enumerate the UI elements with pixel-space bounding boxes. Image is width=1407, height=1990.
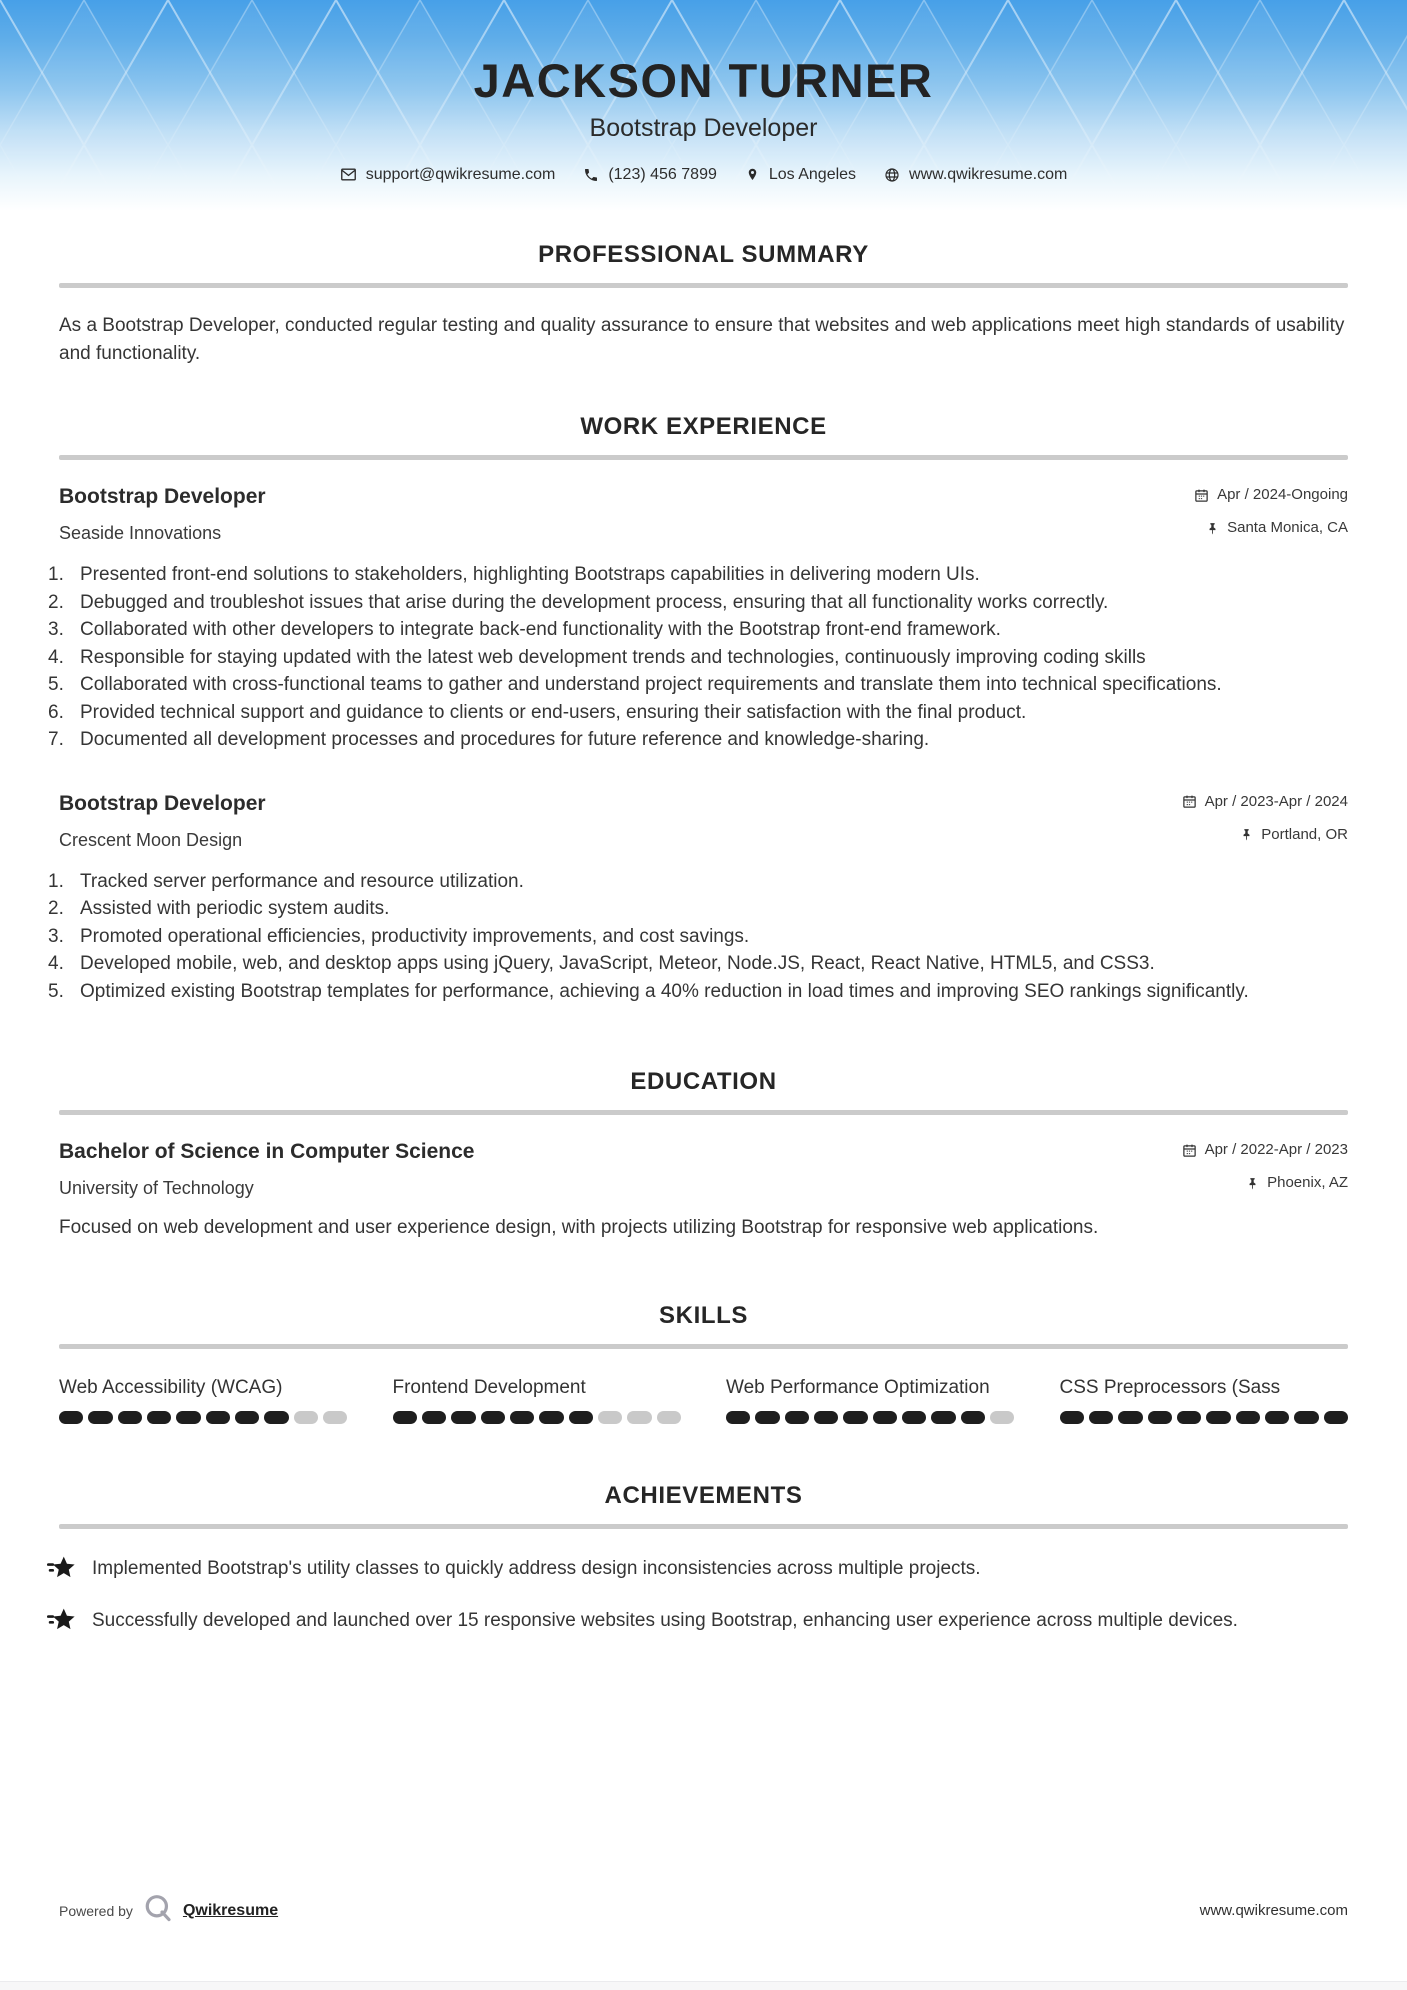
skill-item (726, 1374, 1015, 1424)
skill-level-bar (1060, 1411, 1349, 1424)
job-bullet: Collaborated with other developers to integrate back-end functionality with the Bootstrap front-end framework. (80, 619, 1001, 640)
skill-bar-segment (627, 1411, 651, 1424)
job-bullet-list (48, 868, 1348, 1006)
footer-branding (59, 1893, 278, 1928)
job-bullet: Provided technical support and guidance to clients or end-users, ensuring their satisfaction with the final product. (80, 701, 1027, 723)
section-divider (59, 455, 1348, 460)
job-bullet: Promoted operational efficiencies, productivity improvements, and cost savings. (80, 925, 750, 947)
job-entry-meta (1194, 484, 1348, 539)
skill-bar-segment (88, 1411, 112, 1424)
job-entry-left (59, 484, 266, 545)
skill-bar-segment (1265, 1411, 1289, 1424)
degree-title: Bachelor of Science in Computer Science (59, 1140, 475, 1163)
skill-level-bar (726, 1411, 1015, 1424)
job-bullet-list (48, 561, 1348, 754)
skill-bar-segment (1177, 1411, 1201, 1424)
job-bullet: Developed mobile, web, and desktop apps using jQuery, JavaScript, Meteor, Node.JS, React, React Native, HTML5, and CSS3. (80, 953, 1155, 974)
achievement-item (59, 1607, 1348, 1640)
experience-heading: WORK EXPERIENCE (580, 413, 827, 440)
contact-phone-text: (123) 456 7899 (608, 165, 717, 183)
calendar-icon (1182, 1143, 1197, 1158)
skill-bar-segment (990, 1411, 1014, 1424)
skill-level-bar (59, 1411, 348, 1424)
job-location: Santa Monica, CA (1227, 519, 1348, 536)
contact-row (0, 166, 1407, 184)
job-entry-meta (1182, 791, 1348, 846)
map-pin-icon (745, 167, 760, 183)
achievement-text: Implemented Bootstrap's utility classes to quickly address design inconsistencies across multiple projects. (92, 1558, 981, 1579)
skill-bar-segment (598, 1411, 622, 1424)
job-bullet: Responsible for staying updated with the latest web development trends and technologies, continuously improving coding skills (80, 646, 1146, 668)
contact-city (745, 166, 856, 184)
job-entry-header (59, 484, 1348, 545)
skill-bar-segment (1206, 1411, 1230, 1424)
candidate-title: Bootstrap Developer (589, 113, 818, 142)
education-dates-row (1182, 1139, 1348, 1161)
education-description: Focused on web development and user experience design, with projects utilizing Bootstrap for responsive web applications. (59, 1217, 1099, 1238)
skill-bar-segment (294, 1411, 318, 1424)
contact-website-text: www.qwikresume.com (909, 165, 1068, 183)
job-dates: Apr / 2024-Ongoing (1217, 486, 1348, 503)
calendar-icon (1194, 488, 1209, 503)
job-dates: Apr / 2023-Apr / 2024 (1204, 792, 1348, 810)
skill-bar-segment (569, 1411, 593, 1424)
job-entry-header (59, 791, 1348, 852)
contact-phone (583, 166, 717, 184)
summary-heading: PROFESSIONAL SUMMARY (538, 241, 869, 268)
skill-bar-segment (264, 1411, 288, 1424)
skills-heading: SKILLS (659, 1302, 748, 1329)
job-entry-left (59, 791, 266, 852)
job-bullet: Tracked server performance and resource utilization. (80, 870, 524, 892)
education-heading: EDUCATION (630, 1068, 777, 1095)
education-entry-left (59, 1139, 474, 1200)
job-location-row (1194, 517, 1348, 539)
education-entry-meta (1182, 1139, 1348, 1194)
education-location: Phoenix, AZ (1267, 1174, 1348, 1191)
skill-bar-segment (1294, 1411, 1318, 1424)
achievement-text: Successfully developed and launched over 15 responsive websites using Bootstrap, enhancing user experience across multiple devices. (92, 1610, 1238, 1631)
shooting-star-icon (47, 1555, 79, 1588)
skills-section (0, 1302, 1407, 1424)
contact-website (884, 166, 1067, 184)
skill-bar-segment (726, 1411, 750, 1424)
skill-bar-segment (393, 1411, 417, 1424)
job-bullet: Collaborated with cross-functional teams to gather and understand project requirements and translate them into technical specifications. (80, 674, 1222, 695)
job-location-row (1182, 824, 1348, 846)
achievements-section (0, 1482, 1407, 1640)
skill-item (1060, 1374, 1349, 1424)
job-dates-row (1194, 484, 1348, 506)
footer (59, 1893, 1348, 1928)
school-name: University of Technology (59, 1178, 254, 1198)
skill-bar-segment (657, 1411, 681, 1424)
section-divider (59, 1344, 1348, 1349)
summary-text: As a Bootstrap Developer, conducted regular testing and quality assurance to ensure that websites and web applications meet high standards of usability and functionality. (59, 315, 1345, 364)
skill-bar-segment (931, 1411, 955, 1424)
section-divider (59, 283, 1348, 288)
job-bullet: Documented all development processes and procedures for future reference and knowledge-sharing. (80, 729, 930, 750)
envelope-icon (340, 166, 357, 183)
skill-bar-segment (422, 1411, 446, 1424)
job-location: Portland, OR (1261, 825, 1348, 843)
education-dates: Apr / 2022-Apr / 2023 (1204, 1141, 1348, 1158)
job-bullet: Assisted with periodic system audits. (80, 898, 390, 919)
qwikresume-logo-icon (143, 1893, 173, 1928)
job-company: Seaside Innovations (59, 523, 222, 543)
bottom-strip (0, 1981, 1407, 1990)
contact-email-text: support@qwikresume.com (365, 165, 556, 183)
job-title: Bootstrap Developer (59, 791, 266, 815)
skill-item (59, 1374, 348, 1424)
skill-name: Web Performance Optimization (726, 1377, 990, 1398)
skill-bar-segment (59, 1411, 83, 1424)
skill-bar-segment (481, 1411, 505, 1424)
header-banner (0, 0, 1407, 215)
skill-bar-segment (323, 1411, 347, 1424)
skill-bar-segment (147, 1411, 171, 1424)
achievement-item (59, 1555, 1348, 1588)
skill-bar-segment (1060, 1411, 1084, 1424)
globe-icon (884, 167, 900, 183)
skill-bar-segment (1148, 1411, 1172, 1424)
skill-item (393, 1374, 682, 1424)
skills-grid (59, 1374, 1348, 1424)
skill-bar-segment (843, 1411, 867, 1424)
skill-bar-segment (902, 1411, 926, 1424)
skill-bar-segment (206, 1411, 230, 1424)
skill-bar-segment (539, 1411, 563, 1424)
skill-bar-segment (873, 1411, 897, 1424)
skill-bar-segment (755, 1411, 779, 1424)
skill-name: Frontend Development (392, 1377, 586, 1398)
pushpin-icon (1246, 1176, 1259, 1191)
achievements-heading: ACHIEVEMENTS (604, 1482, 803, 1509)
education-location-row (1182, 1172, 1348, 1194)
skill-bar-segment (235, 1411, 259, 1424)
pushpin-icon (1206, 521, 1219, 536)
job-bullet: Debugged and troubleshot issues that arise during the development process, ensuring that all functionality works correctly. (80, 591, 1109, 613)
footer-website-link[interactable]: www.qwikresume.com (1199, 1902, 1348, 1919)
skill-bar-segment (1236, 1411, 1260, 1424)
skill-bar-segment (118, 1411, 142, 1424)
skill-bar-segment (1089, 1411, 1113, 1424)
contact-email (340, 166, 556, 184)
summary-section (0, 241, 1407, 368)
skill-bar-segment (451, 1411, 475, 1424)
section-divider (59, 1110, 1348, 1115)
powered-by-label: Powered by (59, 1902, 133, 1919)
skill-bar-segment (1324, 1411, 1348, 1424)
skill-bar-segment (814, 1411, 838, 1424)
job-dates-row (1182, 791, 1348, 813)
pushpin-icon (1240, 827, 1253, 842)
job-company: Crescent Moon Design (59, 829, 243, 850)
candidate-name: JACKSON TURNER (473, 54, 934, 107)
job-bullet: Optimized existing Bootstrap templates for performance, achieving a 40% reduction in load times and improving SEO rankings significantly. (80, 980, 1249, 1002)
phone-icon (583, 167, 599, 183)
education-entry-header (59, 1139, 1348, 1200)
job-title: Bootstrap Developer (59, 485, 266, 508)
experience-section (0, 413, 1407, 1005)
job-bullet: Presented front-end solutions to stakeholders, highlighting Bootstraps capabilities in delivering modern UIs. (80, 564, 980, 585)
qwikresume-link[interactable]: Qwikresume (182, 1901, 279, 1919)
skill-bar-segment (1118, 1411, 1142, 1424)
shooting-star-icon (47, 1607, 79, 1640)
skill-bar-segment (176, 1411, 200, 1424)
skill-bar-segment (510, 1411, 534, 1424)
skill-bar-segment (961, 1411, 985, 1424)
calendar-icon (1182, 794, 1197, 809)
skill-name: Web Accessibility (WCAG) (59, 1377, 283, 1398)
section-divider (59, 1524, 1348, 1529)
contact-city-text: Los Angeles (768, 165, 857, 183)
skill-bar-segment (785, 1411, 809, 1424)
skill-name: CSS Preprocessors (Sass (1059, 1377, 1281, 1398)
skill-level-bar (393, 1411, 682, 1424)
education-section (0, 1068, 1407, 1242)
